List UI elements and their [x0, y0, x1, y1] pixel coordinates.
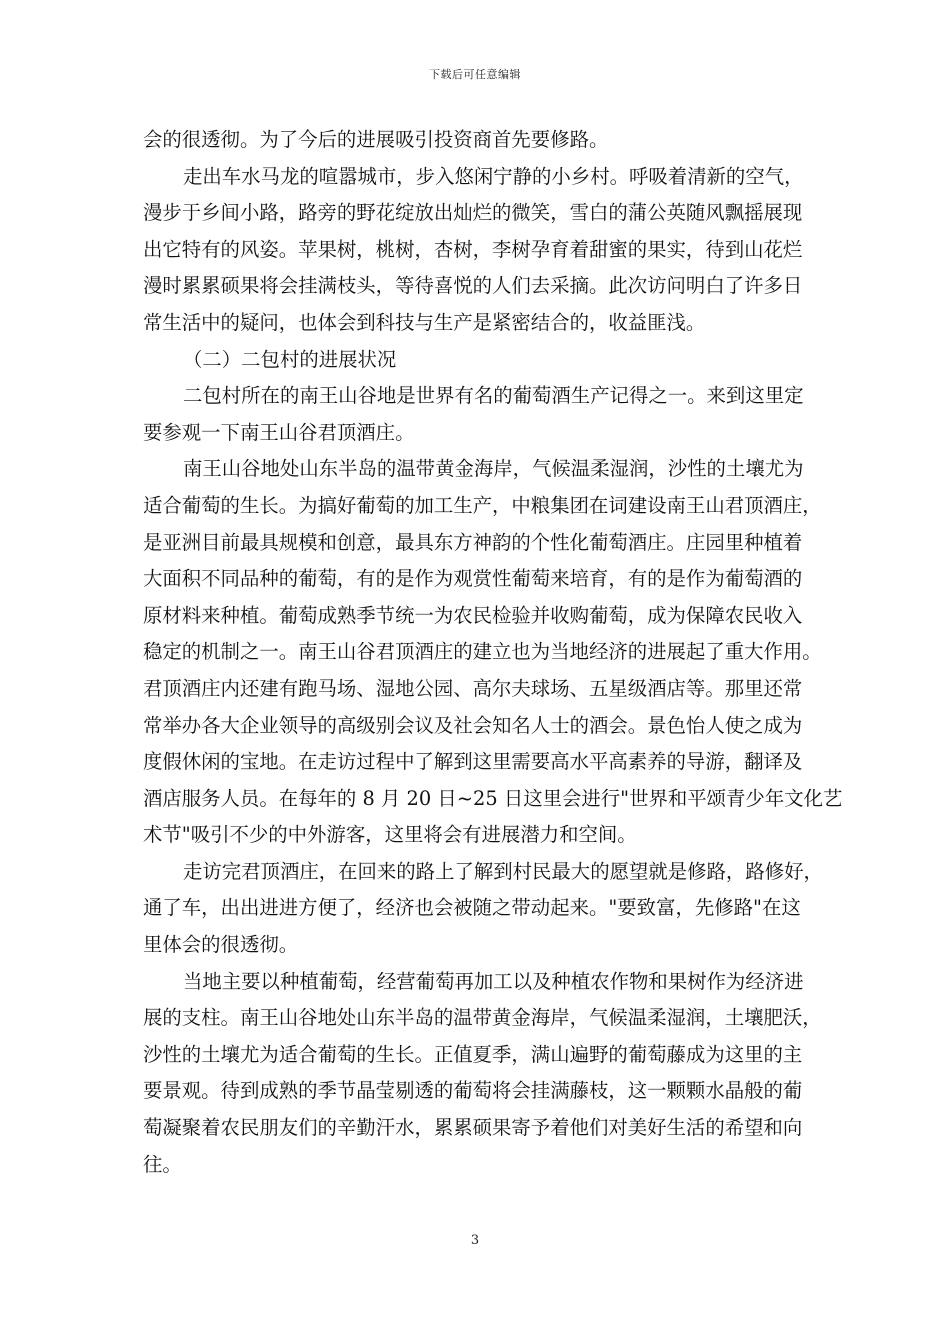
text-line: 展的支柱。南王山谷地处山东半岛的温带黄金海岸，气候温柔湿润，土壤肥沃，	[143, 1006, 822, 1030]
paragraph-first-line: 二包村所在的南王山谷地是世界有名的葡萄酒生产记得之一。来到这里定	[183, 384, 804, 408]
text-line: 是亚洲目前最具规模和创意，最具东方神韵的个性化葡萄酒庄。庄园里种植着	[143, 530, 803, 554]
text-line: 常生活中的疑问，也体会到科技与生产是紧密结合的，收益匪浅。	[143, 310, 706, 334]
text-line: 要参观一下南王山谷君顶酒庄。	[143, 420, 415, 444]
text-line: 君顶酒庄内还建有跑马场、湿地公园、高尔夫球场、五星级酒店等。那里还常	[143, 676, 803, 700]
text-line: 要景观。待到成熟的季节晶莹剔透的葡萄将会挂满藤枝，这一颗颗水晶般的葡	[143, 1079, 803, 1103]
text-line: 会的很透彻。为了今后的进展吸引投资商首先要修路。	[143, 128, 609, 151]
paragraph-first-line: 走出车水马龙的喧嚣城市，步入悠闲宁静的小乡村。呼吸着清新的空气，	[183, 164, 804, 188]
text-line: 沙性的土壤尤为适合葡萄的生长。正值夏季，满山遍野的葡萄藤成为这里的主	[143, 1042, 803, 1066]
text-line: 漫步于乡间小路，路旁的野花绽放出灿烂的微笑，雪白的蒲公英随风飘摇展现	[143, 201, 803, 225]
text-line: 稳定的机制之一。南王山谷君顶酒庄的建立也为当地经济的进展起了重大作用。	[143, 640, 822, 664]
text-line: 萄凝聚着农民朋友们的辛勤汗水，累累硕果寄予着他们对美好生活的希望和向	[143, 1116, 803, 1140]
text-line: 漫时累累硕果将会挂满枝头，等待喜悦的人们去采摘。此次访问明白了许多日	[143, 274, 803, 298]
section-heading: （二）二包村的进展状况	[183, 347, 397, 371]
page-number: 3	[470, 1233, 480, 1248]
paragraph-first-line: 南王山谷地处山东半岛的温带黄金海岸，气候温柔湿润，沙性的土壤尤为	[183, 457, 804, 481]
text-line: 大面积不同品种的葡萄，有的是作为观赏性葡萄来培育，有的是作为葡萄酒的	[143, 567, 803, 591]
text-line: 度假休闲的宝地。在走访过程中了解到这里需要高水平高素养的导游，翻译及	[143, 750, 803, 774]
text-line: 酒店服务人员。在每年的 8 月 20 日~25 日这里会进行"世界和平颂青少年文化艺	[143, 786, 843, 810]
document-body	[143, 122, 843, 1183]
text-line: 原材料来种植。葡萄成熟季节统一为农民检验并收购葡萄，成为保障农民收入	[143, 603, 803, 627]
paragraph-first-line: 走访完君顶酒庄，在回来的路上了解到村民最大的愿望就是修路，路修好，	[183, 859, 823, 883]
text-line: 往。	[143, 1152, 182, 1176]
text-line: 适合葡萄的生长。为搞好葡萄的加工生产，中粮集团在词建设南王山君顶酒庄，	[143, 493, 822, 517]
paragraph-first-line: 当地主要以种植葡萄，经营葡萄再加工以及种植农作物和果树作为经济进	[183, 969, 804, 993]
text-line: 术节"吸引不少的中外游客，这里将会有进展潜力和空间。	[143, 823, 637, 847]
text-line: 里体会的很透彻。	[143, 933, 299, 957]
text-line: 出它特有的风姿。苹果树，桃树，杏树，李树孕育着甜蜜的果实，待到山花烂	[143, 237, 803, 261]
text-line: 常举办各大企业领导的高级别会议及社会知名人士的酒会。景色怡人使之成为	[143, 713, 803, 737]
text-line: 通了车，出出进进方便了，经济也会被随之带动起来。"要致富，先修路"在这	[143, 896, 801, 920]
page-header: 下载后可任意编辑	[429, 68, 521, 81]
